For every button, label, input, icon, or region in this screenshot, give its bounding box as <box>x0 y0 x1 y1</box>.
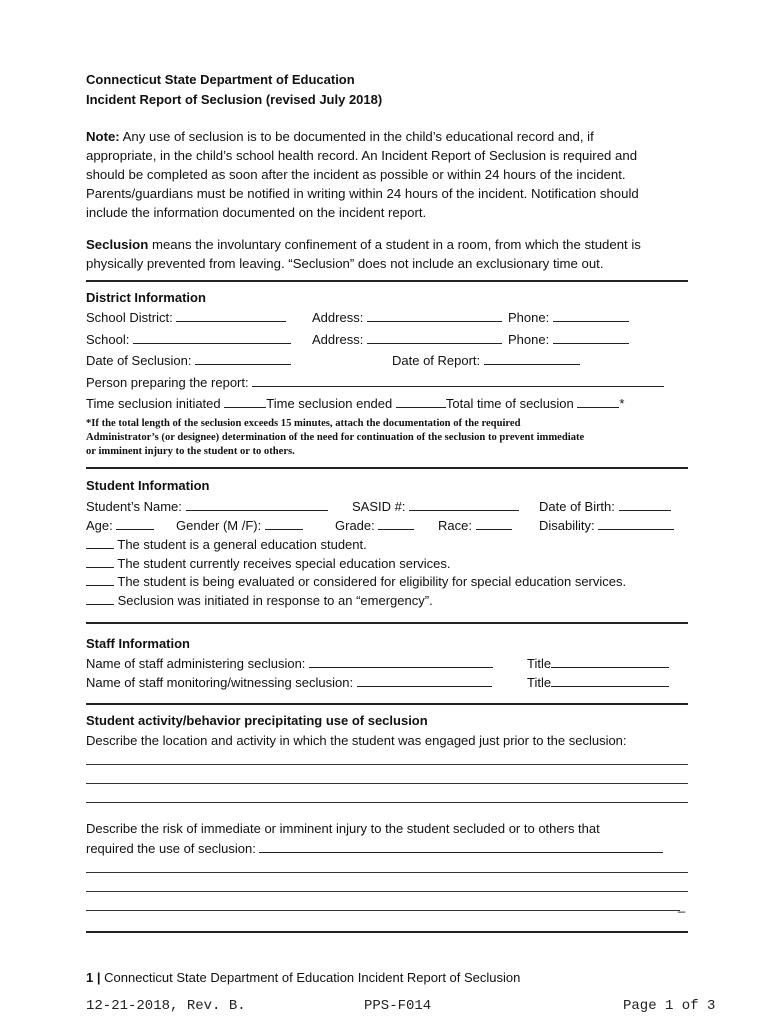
age-label: Age: <box>86 518 113 533</box>
district-address-label: Address: <box>312 310 364 325</box>
staff-administering-field[interactable] <box>86 655 493 672</box>
activity-answer-line[interactable] <box>86 802 688 803</box>
district-address-field[interactable] <box>312 309 502 326</box>
sasid-input[interactable] <box>409 498 519 511</box>
district-phone-label: Phone: <box>508 310 550 325</box>
time-ended-label: Time seclusion ended <box>266 396 393 411</box>
risk-answer-line[interactable] <box>86 872 688 873</box>
district-phone-field[interactable] <box>508 309 629 326</box>
date-of-report-field[interactable] <box>392 352 580 369</box>
footer-separator: | <box>96 970 101 985</box>
date-of-seclusion-label: Date of Seclusion: <box>86 353 192 368</box>
check-emergency[interactable] <box>86 592 433 609</box>
dob-field[interactable] <box>539 498 671 515</box>
risk-prompt-field[interactable] <box>86 840 663 857</box>
staff-monitoring-label: Name of staff monitoring/witnessing seclusion: <box>86 675 354 690</box>
footer-page-number: 1 <box>86 970 94 985</box>
person-preparing-input[interactable] <box>252 374 664 387</box>
footnote-line-1: *If the total length of the seclusion exceeds 15 minutes, attach the documentation of the required <box>86 418 521 429</box>
seclusion-times-row <box>86 395 624 412</box>
note-line-4: Parents/guardians must be notified in writing within 24 hours of the incident. Notification should <box>86 186 639 201</box>
footnote-line-2: Administrator’s (or designee) determination of the need for continuation of the seclusion to prevent immediate <box>86 432 585 443</box>
footnote-line-3: or imminent injury to the student or to others. <box>86 446 295 457</box>
risk-prompt-line-1: Describe the risk of immediate or imminent injury to the student secluded or to others that <box>86 821 600 836</box>
date-of-seclusion-input[interactable] <box>195 352 291 365</box>
check-special-education[interactable] <box>86 555 451 572</box>
staff-heading: Staff Information <box>86 636 190 651</box>
time-initiated-input[interactable] <box>224 395 266 408</box>
footer-caption <box>86 970 520 986</box>
agency-name: Connecticut State Department of Education <box>86 72 355 87</box>
race-label: Race: <box>438 518 472 533</box>
school-label: School: <box>86 332 130 347</box>
check-blank[interactable] <box>86 573 114 586</box>
activity-answer-line[interactable] <box>86 783 688 784</box>
grade-field[interactable] <box>335 517 414 534</box>
school-address-field[interactable] <box>312 331 502 348</box>
note-line-2: appropriate, in the child’s school health record. An Incident Report of Seclusion is required and <box>86 148 638 163</box>
risk-prompt-line-2: required the use of seclusion: <box>86 841 256 856</box>
footer-page-of: Page 1 of 3 <box>623 998 716 1014</box>
school-phone-input[interactable] <box>553 331 629 344</box>
staff-title-label: Title <box>527 675 552 690</box>
definition-line-2: physically prevented from leaving. “Seclusion” does not include an exclusionary time out. <box>86 256 604 271</box>
date-of-report-input[interactable] <box>484 352 580 365</box>
note-label: Note: <box>86 129 120 144</box>
risk-answer-line[interactable] <box>86 891 688 892</box>
check-label: The student is being evaluated or considered for eligibility for special education services. <box>117 574 627 589</box>
date-of-report-label: Date of Report: <box>392 353 481 368</box>
staff-title-label: Title <box>527 656 552 671</box>
age-input[interactable] <box>116 517 154 530</box>
check-label: The student currently receives special education services. <box>117 556 451 571</box>
time-initiated-label: Time seclusion initiated <box>86 396 221 411</box>
footer-date-rev: 12-21-2018, Rev. B. <box>86 998 246 1014</box>
staff-monitoring-field[interactable] <box>86 674 492 691</box>
check-blank[interactable] <box>86 555 114 568</box>
student-name-field[interactable] <box>86 498 328 515</box>
staff-title-input[interactable] <box>551 655 669 668</box>
section-divider <box>86 703 688 705</box>
disability-input[interactable] <box>598 517 674 530</box>
school-district-field[interactable] <box>86 309 286 326</box>
grade-label: Grade: <box>335 518 375 533</box>
check-label: The student is a general education student. <box>117 537 367 552</box>
staff-administering-input[interactable] <box>309 655 493 668</box>
seclusion-length-footnote <box>86 417 686 459</box>
person-preparing-field[interactable] <box>86 374 664 391</box>
student-heading: Student Information <box>86 478 210 493</box>
risk-answer-line-final[interactable] <box>86 931 688 933</box>
section-divider <box>86 467 688 469</box>
check-blank[interactable] <box>86 536 114 549</box>
gender-label: Gender (M /F): <box>176 518 262 533</box>
school-district-label: School District: <box>86 310 173 325</box>
gender-field[interactable] <box>176 517 303 534</box>
activity-answer-line[interactable] <box>86 764 688 765</box>
school-phone-field[interactable] <box>508 331 629 348</box>
staff-administering-label: Name of staff administering seclusion: <box>86 656 306 671</box>
note-text-1: Any use of seclusion is to be documented in the child’s educational record and, if <box>119 129 594 144</box>
person-preparing-label: Person preparing the report: <box>86 375 249 390</box>
sasid-field[interactable] <box>352 498 519 515</box>
footer-form-id: PPS-F014 <box>364 998 432 1014</box>
total-time-asterisk: * <box>619 396 625 411</box>
dob-label: Date of Birth: <box>539 499 615 514</box>
school-address-label: Address: <box>312 332 364 347</box>
dob-input[interactable] <box>619 498 671 511</box>
disability-field[interactable] <box>539 517 674 534</box>
risk-answer-input[interactable] <box>259 840 663 853</box>
check-general-education[interactable] <box>86 536 367 553</box>
activity-heading: Student activity/behavior precipitating use of seclusion <box>86 713 428 728</box>
note-line-5: include the information documented on the incident report. <box>86 205 427 220</box>
definition-text-1: means the involuntary confinement of a student in a room, from which the student is <box>148 237 641 252</box>
district-phone-input[interactable] <box>553 309 629 322</box>
district-heading: District Information <box>86 290 206 305</box>
student-name-label: Student’s Name: <box>86 499 182 514</box>
school-district-input[interactable] <box>176 309 286 322</box>
trailing-underscore: _ <box>678 898 686 913</box>
staff-title-field-2[interactable] <box>527 674 669 691</box>
staff-monitoring-input[interactable] <box>357 674 492 687</box>
age-field[interactable] <box>86 517 154 534</box>
student-name-input[interactable] <box>186 498 328 511</box>
section-divider <box>86 622 688 624</box>
grade-input[interactable] <box>378 517 414 530</box>
total-time-input[interactable] <box>577 395 619 408</box>
note-line-3: should be completed as soon after the incident as possible or within 24 hours of the incident. <box>86 167 626 182</box>
school-address-input[interactable] <box>367 331 502 344</box>
definition-line-1 <box>86 235 641 254</box>
footer-caption-text: Connecticut State Department of Education Incident Report of Seclusion <box>104 970 521 985</box>
check-blank[interactable] <box>86 592 114 605</box>
race-input[interactable] <box>476 517 512 530</box>
note-line-1 <box>86 127 594 146</box>
check-being-evaluated[interactable] <box>86 573 626 590</box>
school-input[interactable] <box>133 331 291 344</box>
school-field[interactable] <box>86 331 291 348</box>
disability-label: Disability: <box>539 518 595 533</box>
definition-term: Seclusion <box>86 237 149 252</box>
district-address-input[interactable] <box>367 309 502 322</box>
section-divider <box>86 280 688 282</box>
staff-title-field-1[interactable] <box>527 655 669 672</box>
sasid-label: SASID #: <box>352 499 406 514</box>
time-ended-input[interactable] <box>396 395 446 408</box>
risk-answer-line[interactable] <box>86 910 680 911</box>
check-label: Seclusion was initiated in response to an “emergency”. <box>117 593 433 608</box>
school-phone-label: Phone: <box>508 332 550 347</box>
date-of-seclusion-field[interactable] <box>86 352 291 369</box>
total-time-label: Total time of seclusion <box>445 396 574 411</box>
form-title: Incident Report of Seclusion (revised July 2018) <box>86 92 383 107</box>
staff-title-input[interactable] <box>551 674 669 687</box>
race-field[interactable] <box>438 517 512 534</box>
activity-prompt: Describe the location and activity in which the student was engaged just prior to the seclusion: <box>86 733 627 748</box>
gender-input[interactable] <box>265 517 303 530</box>
